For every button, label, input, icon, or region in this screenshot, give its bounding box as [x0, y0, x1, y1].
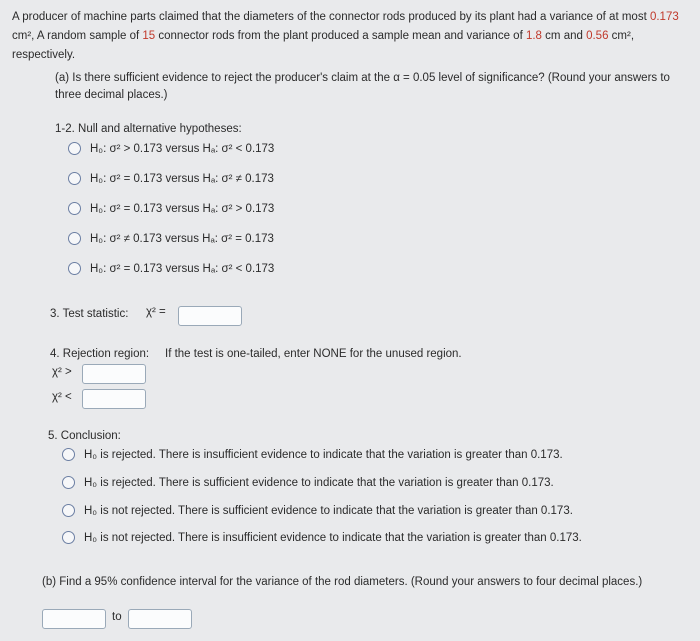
radio-button[interactable]	[68, 142, 81, 155]
option-label: H₀ is not rejected. There is sufficient evidence to indicate that the variation is greater than 0.173.	[84, 504, 573, 517]
problem-statement	[12, 8, 688, 65]
conclusion-option-1[interactable]	[62, 448, 563, 461]
radio-button[interactable]	[68, 202, 81, 215]
sample-size: 15	[142, 30, 156, 42]
intro-text-1: A producer of machine parts claimed that the diameters of the connector rods produced by its plant had a variance of at most	[12, 11, 650, 23]
part-b-question: (b) Find a 95% confidence interval for the variance of the rod diameters. (Round your answers to four decimal places.)	[42, 576, 643, 588]
intro-text-4: cm and	[541, 30, 587, 42]
test-statistic-field[interactable]	[179, 307, 241, 325]
hypothesis-option-3[interactable]	[68, 202, 274, 215]
option-label: H₀ is not rejected. There is insufficient evidence to indicate that the variation is greater than 0.173.	[84, 531, 582, 544]
option-label: H₀ is rejected. There is insufficient evidence to indicate that the variation is greater than 0.173.	[84, 448, 563, 461]
chi-square-less: χ² <	[52, 391, 72, 403]
option-label: H₀: σ² = 0.173 versus Hₐ: σ² > 0.173	[90, 202, 275, 215]
option-label: H₀: σ² = 0.173 versus Hₐ: σ² ≠ 0.173	[90, 172, 274, 185]
rejection-region-label: 4. Rejection region:	[50, 348, 150, 360]
radio-button[interactable]	[68, 232, 81, 245]
conclusion-option-4[interactable]	[62, 531, 582, 544]
intro-text-5: cm², respectively.	[12, 30, 635, 61]
ci-lower-field[interactable]	[43, 610, 105, 628]
radio-button[interactable]	[68, 262, 81, 275]
hypothesis-option-1[interactable]	[68, 142, 274, 155]
lower-rejection-field[interactable]	[83, 390, 145, 408]
hypothesis-option-2[interactable]	[68, 172, 274, 185]
hypothesis-option-4[interactable]	[68, 232, 274, 245]
upper-rejection-field[interactable]	[83, 365, 145, 383]
upper-rejection-input[interactable]	[82, 364, 146, 384]
option-label: H₀: σ² > 0.173 versus Hₐ: σ² < 0.173	[90, 142, 275, 155]
conclusion-label: 5. Conclusion:	[48, 430, 121, 442]
hypotheses-title: 1-2. Null and alternative hypotheses:	[55, 123, 242, 135]
radio-button[interactable]	[62, 448, 75, 461]
radio-button[interactable]	[62, 476, 75, 489]
test-statistic-label: 3. Test statistic:	[50, 308, 129, 320]
option-label: H₀: σ² ≠ 0.173 versus Hₐ: σ² = 0.173	[90, 232, 274, 245]
intro-text-2: cm², A random sample of	[12, 30, 143, 42]
intro-text-3: connector rods from the plant produced a sample mean and variance of	[155, 30, 526, 42]
claimed-variance: 0.173	[649, 11, 679, 23]
ci-lower-input[interactable]	[42, 609, 106, 629]
part-a-question: (a) Is there sufficient evidence to reject the producer's claim at the α = 0.05 level of significance? (Round your answers to three decimal places.)	[55, 72, 670, 101]
option-label: H₀ is rejected. There is sufficient evidence to indicate that the variation is greater than 0.173.	[84, 476, 554, 489]
sample-mean: 1.8	[525, 30, 542, 42]
rejection-region-note: If the test is one-tailed, enter NONE for the unused region.	[165, 348, 462, 360]
radio-button[interactable]	[62, 531, 75, 544]
conclusion-option-3[interactable]	[62, 504, 573, 517]
radio-button[interactable]	[62, 504, 75, 517]
radio-button[interactable]	[68, 172, 81, 185]
hypothesis-option-5[interactable]	[68, 262, 274, 275]
ci-upper-input[interactable]	[128, 609, 192, 629]
lower-rejection-input[interactable]	[82, 389, 146, 409]
sample-variance: 0.56	[586, 30, 609, 42]
ci-to-label: to	[112, 611, 122, 623]
option-label: H₀: σ² = 0.173 versus Hₐ: σ² < 0.173	[90, 262, 275, 275]
chi-square-greater: χ² >	[52, 366, 72, 378]
ci-upper-field[interactable]	[129, 610, 191, 628]
test-statistic-input[interactable]	[178, 306, 242, 326]
conclusion-option-2[interactable]	[62, 476, 554, 489]
chi-square-equals: χ² =	[146, 306, 166, 318]
